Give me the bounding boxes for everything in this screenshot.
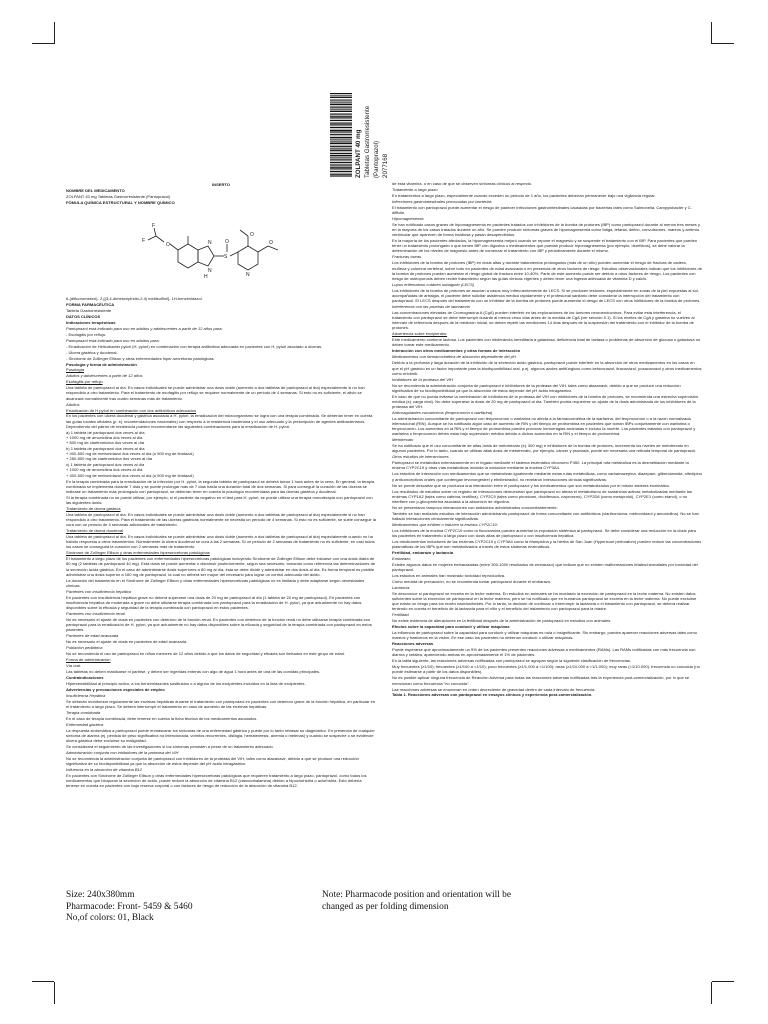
paragraph: Se deberán monitorizar regularmente las enzimas hepáticas durante el tratamiento con pantoprazol en pacientes con deterioro grave de la función hepática, en particular en el tratamiento a largo plazo. Se deberá interrumpir el tratamiento en caso de aumento de las enzimas hepáticas. (66, 698, 376, 709)
subheading: Advertencia sobre excipientes: (392, 331, 448, 337)
subheading: Inhibidores de la proteasa del VIH (392, 376, 453, 382)
regimen-line: + 250-500 mg de claritromicina dos veces al día (66, 456, 153, 462)
section-heading: DATOS CLÍNICOS (66, 313, 101, 319)
paragraph: En el caso de terapia combinada, debe tenerse en cuenta la ficha técnica de los medicamentos asociados. (66, 715, 258, 721)
paragraph: Pantoprazol se metaboliza extensivamente en el hígado mediante el sistema enzimático citocromo P450. La principal ruta metabólica es la desmetilación mediante la enzima CYP2C19 y otras vías metabólicas incluida la oxidación mediante la enzima CYP3A4. (392, 460, 689, 471)
crop-mark (54, 982, 55, 1004)
paragraph: Los estudios en animales han mostrado toxicidad reproductiva. (392, 573, 506, 579)
paragraph: No se recomienda la administración conjunta de pantoprazol con inhibidores de la proteasa del VIH, tales como atazanavir, debido a que se produce una reducción significativa de su biodisponibilidad ya que la absorción de éstos depende del pH ácido intragástrico. (66, 755, 359, 767)
subheading: Influencia en la absorción de vitamina B12 (66, 767, 143, 773)
paragraph: Existen algunos datos en mujeres embarazadas (entre 300-1000 resultados de embarazo) que indican que no existen malformaciones fetales/neonatales por toxicidad del pantoprazol. (392, 561, 698, 573)
crop-mark (711, 982, 712, 1004)
paragraph: No se puede descartar que se produzca una interacción entre el pantoprazol y los medicamentos que son metabolizados por el mismo sistema enzimático. (392, 482, 671, 488)
section-heading: NOMBRE DEL MEDICAMENTO (66, 187, 125, 193)
list-item: - Esofagitis por reflujo. (66, 331, 107, 337)
svg-text:N: N (208, 240, 212, 247)
section-heading: Advertencias y precauciones especiales de empleo (66, 686, 165, 692)
section-heading: Contraindicaciones (66, 674, 104, 680)
paragraph: No existe evidencia de alteraciones en la fertilidad después de la administración de pantoprazol en estudios con animales. (392, 618, 612, 624)
svg-text:F: F (152, 223, 156, 230)
paragraph: El tratamiento con pantoprazol puede aumentar el riesgo de padecer infecciones gastrointestinales causadas por bacterias tales como Salmonella, Campylobacter y C. difficile. (392, 204, 692, 215)
paragraph: Las reacciones adversas se enumeran en orden decreciente de gravedad dentro de cada intervalo de frecuencia. (392, 686, 596, 692)
subheading: Tratamiento de úlcera duodenal (66, 528, 123, 534)
barcode-product-name: ZOLPANT 40 mg (355, 129, 362, 178)
paragraph: Se ha notificado que el uso concomitante de altas dosis de metotrexato (ej. 300 mg) e inhibidores de la bomba de protones, incrementa los niveles de metotrexato en algunos pacientes. Por lo tanto, cuando se utilizan altas dosis de metotrexato, por ejemplo, cáncer y psoriasis, puede ser necesaria una retirada temporal de pantoprazol. (392, 443, 697, 454)
paragraph: Los inhibidores de la enzima CYP2C19 como la fluvoxamina pueden aumentar la exposición sistémica al pantoprazol. Se debe considerar una reducción en la dosis para los pacientes en tratamiento a largo plazo con dosis altas de pantoprazol o con insuficiencia hepática. (392, 527, 696, 538)
insert-right-column (392, 181, 702, 698)
pharmacode-block (330, 92, 405, 178)
crop-mark (712, 43, 734, 44)
barcode-dosage-form: Tabletas Gastrorresistente (364, 105, 371, 178)
insert-title: INSERTO (212, 182, 230, 187)
paragraph: Los inhibidores de la bomba de protones (IBP) en dosis altas y durante tratamientos prolongados (más de un año) pueden aumentar el riesgo de fractura de cadera, muñeca y columna vertebral, sobre todo en pacientes de edad avanzada o en presencia de otros factores de riesgo. Estudios observacionales indican que los inhibidores de la bomba de protones pueden aumentar el riesgo global de fractura entre 10-40%. Parte de este aumento puede ser debido a otros factores de riesgo. Los pacientes con riesgo de osteoporosis deben recibir tratamiento según las guías clínicas vigentes y deben tener una ingesta adecuada de vitamina D y calcio. (392, 260, 703, 281)
paragraph: Tableta Gastrorresistente (66, 307, 112, 313)
subheading: Tratamiento de úlcera gástrica (66, 505, 121, 511)
paragraph: La duración del tratamiento en el Síndrome de Zollinger Ellison y otras enfermedades hipersecretoras patológicas no es limitada y debe adaptarse según necesidades clínicas. (66, 577, 365, 588)
subheading: Otros estudios de interacciones (392, 454, 449, 460)
paragraph: Muy frecuentes (≥1/10); frecuentes (≥1/100 a <1/10); poco frecuentes (≥1/1.000 a <1/100); raras (≥1/10.000 a <1/1.000); muy raras (<1/10.000), frecuencia no conocida (no puede estimarse a partir de los datos disponibles). (392, 664, 700, 675)
regimen-line: a) 1 tableta de pantoprazol dos veces al día (66, 429, 145, 435)
paragraph: No es posible aplicar ninguna frecuencia de Reacción Adversa para todas las reacciones adversas notificadas tras la experiencia post-comercialización, por lo que se mencionan como frecuencia "no conocida". (392, 675, 690, 686)
paragraph: Una tableta de pantoprazol al día. En casos individuales se puede administrar una dosis doble (aumento a dos tabletas de pantoprazol al día) especialmente si no han respondido a otro tratamiento. Para el tratamiento de esofagitis por reflujo se requiere normalmente de un periodo de 4 semanas. Si esto no es suficiente, el alivio se alcanzará normalmente tras cuatro semanas más de tratamiento. (66, 385, 365, 401)
subheading: Infecciones gastrointestinales provocadas por bacterias (392, 198, 492, 204)
paragraph: Pantoprazol está indicado para uso en adultos y adolescentes a partir de 12 años para: (66, 325, 223, 331)
subheading: Administración conjunta con inhibidores de la proteasa del VIH (66, 749, 179, 755)
section-heading: Posología y forma de administración (66, 361, 137, 367)
paragraph: Los resultados de estudios sobre un registro de interacciones demuestran que pantoprazol no afecta el metabolismo de sustancias activas metabolizadas mediante las enzimas CYP1A2 (tales como cafeína, teofilina), CYP2C9 (tales como piroxicam, diclofenaco, naproxeno), CYP2D6 (como metoprolol), CYP2E1 (como etanol), o no interfiere con p-glicoproteína asociada a la absorción de digoxina. (392, 488, 692, 504)
barcode-active-ingredient: (Pantoprazol) (373, 140, 380, 178)
paragraph: Los inhibidores de la bomba de protones se asocian a casos muy infrecuentemente de LECS. Si se producen lesiones, especialmente en zonas de la piel expuestas al sol, acompañadas de artralgia, el paciente debe solicitar asistencia médica rápidamente y el profesional sanitario debe considerar la interrupción del tratamiento con pantoprazol. El LECS después del tratamiento con un inhibidor de la bomba de protones puede aumentar el riesgo de LECS con otros inhibidores de la bomba de protones. (392, 287, 701, 304)
svg-text:N: N (208, 268, 212, 275)
regimen-line: + 400-500 mg de metronidazol dos veces al día (o 500 mg de tinidazol) (66, 451, 194, 457)
pharmacode-barcode (330, 92, 352, 178)
paragraph: Una tableta de pantoprazol al día. En casos individuales se puede administrar una dosis doble (aumento a dos tabletas de pantoprazol al día) especialmente cuando no ha habido respuesta a otros tratamientos. Normalmente la úlcera duodenal se cura a las 2 semanas. Si un periodo de 2 semanas de tratamiento no es suficiente, en casi todos los casos se conseguirá la curación con 2 semanas más de tratamiento. (66, 534, 375, 550)
regimen-line: c) 1 tableta de pantoprazol dos veces al día (66, 462, 145, 468)
paragraph: Hipersensibilidad al principio activo, a los benzimidazoles sustituidos o a alguno de los excipientes incluidos en la lista de excipientes. (66, 680, 306, 686)
subheading: Población pediátrica (66, 645, 103, 651)
paragraph: Las tabletas no deben masticarse ni partirse, y deben ser ingeridas enteras con algo de agua 1 hora antes de una de las comidas principales. (66, 669, 320, 674)
paragraph: Se desconoce si pantoprazol se excreta en la leche materna. En estudios en animales se ha mostrado la excreción de pantoprazol en la leche materna. No existen datos suficientes sobre la excreción de pantoprazol en la leche materna, pero se ha notificado que en humanos pantoprazol se excreta en la leche materna. No puede excluirse que exista un riesgo para los recién nacidos/bebés. Por lo tanto, la decisión de continuar o interrumpir la lactancia o el tratamiento con pantoprazol, se deberá realizar teniendo en cuenta el beneficio de la lactancia para el niño y el beneficio del tratamiento con pantoprazol para la madre. (392, 590, 697, 612)
subheading: Síndrome de Zollinger Ellison y otras enfermedades hipersecretoras patológicas (66, 550, 210, 556)
insert-left-column (66, 182, 376, 789)
svg-text:F: F (142, 238, 146, 245)
regimen-line: + 400-500 mg de metronidazol dos veces al día (o 500 mg de tinidazol) (66, 472, 194, 478)
chemical-name: 6-(difluorometoxi)- 2-[(3,4-dimetoxipiridin-2-il) metilsulfinil]- 1H-benzimidazol. (66, 296, 203, 302)
paragraph: No se presentaron tampoco interacciones con antiácidos administrados concomitantemente. (392, 504, 558, 510)
paragraph: Se considerará el seguimiento de las investigaciones si los síntomas persisten a pesar de un tratamiento adecuado. (66, 744, 274, 749)
paragraph: de esta vitamina, o en caso de que se observen síntomas clínicos al respecto. (392, 181, 533, 186)
crop-mark (712, 981, 734, 982)
print-colors: No,of colors: 01, Black (66, 913, 154, 923)
paragraph: No es necesario el ajuste de dosis en pacientes de edad avanzada. (66, 639, 188, 645)
svg-text:N: N (246, 272, 250, 279)
paragraph: En tratamientos a largo plazo, especialmente cuando exceden un periodo de 1 año, los pacientes deberían permanecer bajo una vigilancia regular. (392, 192, 656, 198)
svg-text:S: S (224, 254, 228, 261)
subheading: Insuficiencia Hepática (66, 692, 106, 698)
regimen-line: + 1000 mg de amoxicilina dos veces al día (66, 467, 143, 473)
regimen-line: + 1000 mg de amoxicilina dos veces al día (66, 434, 143, 440)
paragraph: Las concentraciones elevadas de Cromogranina A (CgA) pueden interferir en las exploraciones de los tumores neuroendocrinos. Para evitar esta interferencia, el tratamiento con pantoprazol se debe interrumpir durante al menos cinco días antes de la medida de CgA (ver sección 5.1). Si los niveles de CgA y gastrina no vuelven al intervalo de referencia después de la medición inicial, se deben repetir las mediciones 14 días después de la suspensión del tratamiento con el inhibidor de la bomba de protones. (392, 309, 695, 331)
subheading: Medicamentos que inhiben o inducen la enzima CYP2C19: (392, 521, 498, 527)
section-heading: FÓMULA QUÍMICA ESTRUCTURAL Y NOMBRE QUÍMICO (66, 199, 175, 205)
print-size: Size: 240x380mm (66, 890, 135, 900)
paragraph: Los medicamentos inductores de las enzimas CYP2C19 y CYP3A4 como la rifampicina y la hierba de San Juan (Hypericum perforatum) pueden reducir las concentraciones plasmáticas de los IBPs que son metabolizados a través de estos sistemas enzimáticos. (392, 538, 702, 550)
crop-mark (711, 22, 712, 44)
paragraph: También se han realizado estudios de interacción administrando pantoprazol de forma concomitante con antibióticos (claritromicina, metronidazol y amoxicilina). No se han hallado interacciones clínicamente significativas. (392, 510, 699, 521)
section-heading: Reacciones adversas (392, 641, 434, 647)
paragraph: Una tableta de pantoprazol al día. En casos individuales se puede administrar una dosis doble (aumento a dos tabletas de pantoprazol al día) especialmente si no han respondido a otro tratamiento. Para el tratamiento de las úlceras gástricas normalmente se necesita un periodo de 4 semanas. Si esto no es suficiente, se suele conseguir la cura con un periodo de 4 semanas adicionales de tratamiento. (66, 511, 376, 528)
subheading: Pacientes de edad avanzada (66, 633, 119, 639)
subheading: Esofagitis por reflujo (66, 379, 103, 385)
section-heading: Efectos sobre la capacidad para conducir y utilizar máquinas (392, 624, 510, 630)
subheading: Terapia combinada (66, 709, 101, 715)
subheading: Lupus eritematoso cutáneo subagudo (LECS) (392, 281, 475, 287)
table-title: Tabla 1. Reacciones adversas con pantoprazol en ensayos clínicos y experiencia post-comercialización. (392, 692, 593, 698)
paragraph: No se recomienda la administración conjunta de pantoprazol e inhibidores de la proteasa del VIH, tales como atazanavir, debido a que se produce una reducción significativa de su biodisponibilidad ya que la absorción de éstos depende del pH ácido intragástrico. (392, 382, 681, 393)
subheading: Adultos (66, 401, 80, 407)
paragraph: En pacientes con insuficiencia hepática grave no deberá superarse una dosis de 20 mg de pantoprazol al día (1 tableta de 20 mg de pantoprazol). En pacientes con insuficiencia hepática de moderada a grave no debe utilizarse terapia combinada con pantoprazol para la erradicación de H. pylori, ya que actualmente no hay datos disponibles sobre la eficacia y seguridad de la terapia combinada con pantoprazol en estos pacientes. (66, 594, 362, 611)
paragraph: En la terapia combinada para la erradicación de la infección por H. pylori, la segunda tableta de pantoprazol se deberá tomar 1 hora antes de la cena. En general, la terapia combinada se implementa durante 7 días y se puede prolongar más de 7 días hasta una duración total de dos semanas. Si para conseguir la curación de las úlceras se indicase un tratamiento más prolongado con pantoprazol, se deberían tener en cuenta la posología recomendada para las úlceras gástrica y duodenal. (66, 478, 375, 494)
paragraph: El tratamiento a largo plazo de los pacientes con enfermedades hipersecretoras patológicas incluyendo Síndrome de Zollinger Ellison debe iniciarse con una dosis diaria de 80 mg (2 tabletas de pantoprazol 40 mg). Esta dosis se puede aumentar o disminuir posteriormente, según sea necesario, tomando como referencia las determinaciones de la secreción ácida gástrica. En el caso de administrarse dosis superiores a 80 mg al día, ésta se debe dividir y administrar en dos dosis al día. Es forma temporal es posible administrar una dosis superior a 160 mg de pantoprazol, la cual no deberá ser mayor del necesario para lograr un control adecuado del ácido. (66, 556, 376, 577)
subheading: Pacientes con insuficiencia renal (66, 611, 125, 617)
paragraph: Puede esperarse que aproximadamente un 5% de los pacientes presenten reacciones adversas a medicamentos (RAMs). Las RAMs notificadas con más frecuencia son diarrea y cefalea, apareciendo ambas en aproximadamente el 1% de pacientes. (392, 647, 696, 658)
paragraph: Como medida de precaución, no se recomienda tomar pantoprazol durante el embarazo. (392, 578, 552, 584)
print-note: Note: Pharmacode position and orientation will be changed as per folding dimension (322, 890, 512, 912)
subheading: Fertilidad (392, 612, 409, 618)
section-heading: FORMA FARMACÉUTICA (66, 301, 115, 307)
list-item: - Síndrome de Zollinger Ellison y otras enfermedades hiper-secretoras patológicas. (66, 355, 215, 361)
list-item: - Úlcera gástrica y duodenal. (66, 349, 118, 355)
svg-text:H: H (204, 274, 208, 281)
paragraph: No se recomienda el uso de pantoprazol en niños menores de 12 años debido a que los datos de seguridad y eficacia son limitados en este grupo de edad. (66, 651, 345, 657)
subheading: Hipomagnesemia (392, 215, 424, 221)
section-heading: Indicaciones terapéuticas (66, 319, 116, 325)
subheading: Tratamiento a largo plazo (392, 186, 438, 192)
subheading: Fracturas óseas (392, 254, 422, 260)
section-heading: Fertilidad, embarazo y lactancia (392, 550, 454, 555)
print-pharmacode: Pharmacode: Front- 5459 & 5460 (66, 901, 193, 912)
subheading: Metotrexato (392, 437, 414, 443)
svg-text:O: O (250, 232, 254, 239)
subheading: Posología (66, 367, 84, 373)
regimen-line: b) 1 tableta de pantoprazol dos veces al día (66, 446, 145, 452)
paragraph: Pantoprazol está indicado para uso en adultos para: (66, 337, 160, 343)
paragraph: En caso de que no pueda evitarse la combinación de inhibidores de la proteasa del VIH con inhibidores de la bomba de protones, se recomienda una estrecha supervisión médica (ej. carga viral). No debe superarse la dosis de 20 mg de pantoprazol al día. También podría requerirse un ajuste de la dosis administrada de los inhibidores de la proteasa del VIH. (392, 393, 699, 409)
subheading: Forma de administración (66, 657, 111, 663)
svg-text:O: O (225, 239, 229, 246)
paragraph: En los pacientes con úlcera duodenal y gástrica asociada a H. pylori, la erradicación del microorganismo se logra con una terapia combinada. Se deberían tener en cuenta las guías locales oficiales (p. ej. recomendaciones nacionales) con respecto a la resistencia bacteriana y el uso adecuado y la prescripción de agentes antibacterianos. Dependiendo del patrón de resistencia pueden recomendarse las siguientes combinaciones para la erradicación de H. pylori. (66, 413, 373, 429)
section-heading: Interacción con otros medicamentos y otras formas de interacción (392, 348, 521, 354)
paragraph: Este medicamento contiene lactosa. Los pacientes con intolerancia hereditaria a galactosa, deficiencia total de lactasa o problemas de absorción de glucosa o galactosa no deben tomar este medicamento. (392, 337, 701, 348)
list-item: - Erradicación de Helicobacter pylori (H. pylori) en combinación con terapia antibiótica adecuada en pacientes con H. pylori asociado a úlceras. (66, 343, 323, 349)
subheading: Erradicación de H.pylori en combinación con dos antibióticos adecuados (66, 407, 197, 413)
barcode-code-number: 2077168 (382, 153, 389, 178)
paragraph: En pacientes con Síndrome de Zollinger Ellison y otras enfermedades hipersecretoras patológicas que requieren tratamiento a largo plazo, pantoprazol, como todos los medicamentos que bloquean la secreción de ácido, puede reducir la absorción de vitamina B12 (cianocobalamina) debido a hipoclorhidria o aclorhidria. Esto debería tenerse en cuenta en pacientes con baja reserva corporal o con factores de riesgo de reducción de la absorción de vitamina B12. (66, 772, 367, 789)
subheading: Adultos y adolescentes a partir de 12 años (66, 373, 143, 379)
paragraph: En la tabla siguiente, las reacciones adversas notificadas con pantoprazol se agrupan según la siguiente clasificación de frecuencias. (392, 658, 632, 664)
regimen-line: + 500 mg de claritromicina dos veces al día (66, 440, 144, 446)
paragraph: Debido a la profunda y larga duración de la inhibición de la secreción ácido gástrica, pantoprazol puede interferir en la absorción de otros medicamentos en los casos en que el pH gástrico es un factor importante para la biodisponibilidad oral, p.ej. algunos azoles antifúngicos como ketoconazol, itraconazol, posaconazol y otros medicamentos como erlotinib. (392, 360, 702, 376)
paragraph: La respuesta sintomática a pantoprazol puede enmascarar los síntomas de una enfermedad gástrica y puede por lo tanto retrasar su diagnóstico. En presencia de cualquier síntoma de alarma (ej. pérdida de peso significativa no intencionada, vómitos recurrentes, disfagia, hematemesis, anemia o melenas) y cuando se sospeche o se evidencie úlcera gástrica debe excluirse su malignidad. (66, 727, 375, 744)
paragraph: No es necesario el ajuste de dosis en pacientes con deterioro de la función renal. En pacientes con deterioro de la función renal no debe utilizarse terapia combinada con pantoprazol para la erradicación de H. pylori, ya que actualmente no hay datos disponibles sobre la eficacia y seguridad de la terapia combinada con pantoprazol en estos pacientes. (66, 617, 372, 633)
paragraph: Vía oral. (66, 663, 82, 669)
paragraph: Se han notificado casos graves de hipomagnesemia en pacientes tratados con inhibidores de la bomba de protones (IBP) como pantoprazol durante al menos tres meses y en la mayoría de los casos tratados durante un año. Se pueden producir síntomas graves de hipomagnesemia como fatiga, tetania, delirio, convulsiones, mareos y arritmia ventricular que aparecen de forma insidiosa y pasan desapercibidos. (392, 221, 700, 238)
crop-mark (54, 22, 55, 44)
paragraph: Los estudios de interacción con medicamentos que se metabolizan igualmente mediante estas rutas metabólicas, como carbamazepina, diazepam, glibenclamida, nifedipino y anticonceptivos orales que contengan levonorgestrel y etinilestradiol, no revelaron interacciones clínicas significativas. (392, 471, 702, 482)
subheading: Interferencia con las pruebas de laboratorio (392, 304, 471, 309)
paragraph: La administración concomitante de pantoprazol con fenprocumón o warfarina no afecta a la farmacocinética de la warfarina, del fenprocumón o a la razón normalizada internacional (RIN). Aunque se ha notificado algún caso de aumento de RIN y del tiempo de protrombina en pacientes que toman IBPs conjuntamente con warfarina o fenprocumón. Los aumentos en la RIN y el tiempo de protrombina pueden provocar hemorragias anómalas e incluso la muerte. Los pacientes tratados con pantoprazol y warfarina o fenprocumón deben estar bajo supervisión médica debido a dichos aumentos en la RIN y el tiempo de protrombina. (392, 415, 696, 437)
crop-mark (32, 43, 54, 44)
paragraph: La influencia de pantoprazol sobre la capacidad para conducir y utilizar máquinas es nula o insignificante. Sin embargo, pueden aparecer reacciones adversas tales como mareos y trastornos en la visión. En ese caso los pacientes no deberían conducir o utilizar máquinas. (392, 630, 698, 641)
svg-text:O: O (166, 242, 170, 249)
subheading: Embarazo (392, 555, 411, 561)
print-spec-block (66, 890, 193, 925)
chemical-structure (66, 206, 376, 294)
paragraph: Si la terapia combinada no se puede utilizar, por ejemplo, si el paciente da negativo en el test para H. pylori, se puede utilizar una terapia monoterapia con pantoprazol con las siguientes dosis: (66, 494, 373, 505)
svg-text:O: O (269, 240, 273, 247)
subheading: Anticoagulantes cumarínicos (fenprocumón o warfarina) (392, 409, 493, 415)
subheading: Lactancia (392, 584, 410, 590)
pantoprazole-structure-diagram (138, 206, 308, 294)
paragraph: ZOLPANT 40 mg Tabletas Gastrorresistente (Pantoprazol) (66, 193, 171, 199)
crop-mark (32, 981, 54, 982)
subheading: Pacientes con insuficiencia hepática (66, 588, 132, 594)
paragraph: En la mayoría de los pacientes afectados, la hipomagnesemia mejoró cuando se repone el magnesio y se suspende el tratamiento con el IBP. Para pacientes que pueden tener un tratamiento prolongado o que tomen IBP con digoxina o medicamentos que puedan producir hipomagnesemia (por ejemplo, diuréticos), se debe valorar la determinación de los niveles de magnesio antes de comenzar el tratamiento con IBP y periódicamente durante el mismo. (392, 238, 697, 254)
subheading: Enfermedad gástrica (66, 721, 104, 727)
subheading: Medicamentos con farmacocinética de absorción dependiente del pH (392, 354, 516, 360)
